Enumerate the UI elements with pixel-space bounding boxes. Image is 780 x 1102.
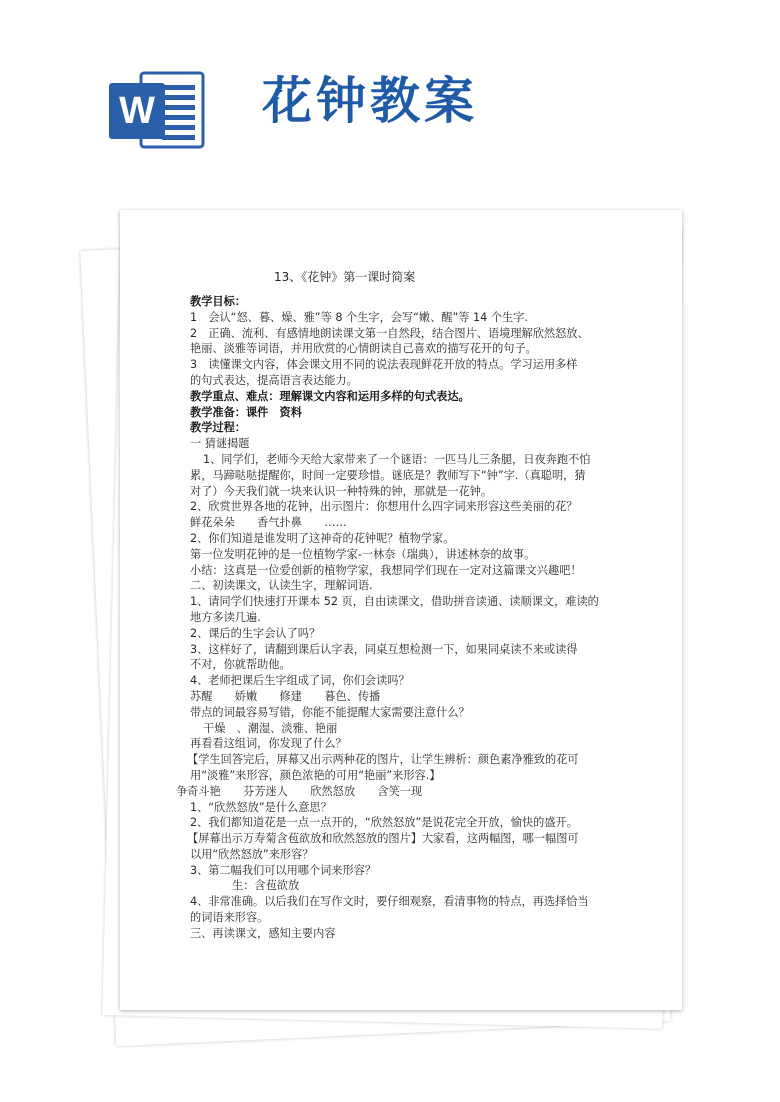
text-line: 2、我们都知道花是一点一点开的，“欣然怒放”是说花完全开放，愉快的盛开。 xyxy=(190,816,578,830)
text-line: 二、初读课文，认读生字，理解词语. xyxy=(190,579,373,593)
text-line: 干燥 、潮湿、淡雅、艳丽 xyxy=(203,721,338,735)
text-line: 鲜花朵朵 香气扑鼻 …… xyxy=(190,516,347,530)
text-line: 用“淡雅”来形容，颜色浓艳的可用“艳丽”来形容.】 xyxy=(190,768,441,782)
text-line: 一 猜谜揭题 xyxy=(190,437,250,451)
lesson-body xyxy=(176,294,630,942)
text-line: 以用“欣然怒放”来形容？ xyxy=(190,847,314,861)
word-document-icon xyxy=(107,69,207,151)
text-line: 2、你们知道是谁发明了这神奇的花钟呢？植物学家。 xyxy=(190,531,455,545)
lesson-title: 13、《花钟》第一课时简案 xyxy=(274,270,416,284)
document-title: 花钟教案 xyxy=(262,71,478,130)
text-line: 再看看这组词，你发现了什么？ xyxy=(190,737,347,751)
text-line: 1、请同学们快速打开课本 52 页，自由读课文，借助拼音读通、读顺课文，难读的 xyxy=(190,595,599,609)
text-line: 2 正确、流利、有感情地朗读课文第一自然段，结合图片、语境理解欣然怒放、 xyxy=(190,326,589,340)
text-line: 的句式表达，提高语言表达能力。 xyxy=(190,373,358,387)
text-line: 累，马蹄哒哒提醒你，时间一定要珍惜。谜底是？教师写下“钟”字.（真聪明，猜 xyxy=(190,468,586,482)
text-line: 生：含苞欲放 xyxy=(232,879,300,893)
text-line: 1、“欣然怒放”是什么意思？ xyxy=(190,800,332,814)
text-line: 4、老师把课后生字组成了词，你们会读吗？ xyxy=(190,674,410,688)
text-line: 苏醒 娇嫩 修建 暮色、传播 xyxy=(190,689,381,703)
text-line: 艳丽、淡雅等词语，并用欣赏的心情朗读自己喜欢的描写花开的句子。 xyxy=(190,342,537,356)
text-line: 1 会认“怒、暮、燥、雅”等 8 个生字，会写“嫩、醒”等 14 个生字. xyxy=(190,310,528,324)
text-line: 第一位发明花钟的是一位植物学家-一林奈（瑞典），讲述林奈的故事。 xyxy=(190,547,536,561)
text-line: 4、非常准确。以后我们在写作文时，要仔细观察，看清事物的特点，再选择恰当 xyxy=(190,895,589,909)
text-line: 教学准备：课件 资料 xyxy=(190,405,302,419)
text-line: 【学生回答完后，屏幕又出示两种花的图片，让学生辨析：颜色素净雅致的花可 xyxy=(187,753,579,767)
text-line: 3 读懂课文内容，体会课文用不同的说法表现鲜花开放的特点。学习运用多样 xyxy=(190,358,578,372)
text-line: 不对，你就帮助他。 xyxy=(190,658,291,672)
text-line: 三、再读课文，感知主要内容 xyxy=(190,926,336,940)
text-line: 对了）今天我们就一块来认识一种特殊的钟，那就是一花钟。 xyxy=(190,484,493,498)
header-banner xyxy=(0,0,780,200)
word-logo-letter: W xyxy=(119,90,155,132)
text-line: 1、同学们，老师今天给大家带来了一个谜语：一匹马儿三条腿，日夜奔跑不怕 xyxy=(203,452,591,466)
text-line: 地方多读几遍. xyxy=(190,610,261,624)
text-line: 3、这样好了，请翻到课后认字表，同桌互想检测一下，如果同桌读不来或读得 xyxy=(190,642,578,656)
text-line: 带点的词最容易写错，你能不能提醒大家需要注意什么？ xyxy=(190,705,470,719)
text-line: 教学重点、难点：理解课文内容和运用多样的句式表达。 xyxy=(190,389,470,403)
text-line: 2、欣赏世界各地的花钟，出示图片：你想用什么四字词来形容这些美丽的花？ xyxy=(190,500,578,514)
text-line: 的词语来形容。 xyxy=(190,911,269,925)
text-line: 【屏幕出示万寿菊含苞欲放和欣然怒放的图片】大家看，这两幅图，哪一幅图可 xyxy=(187,832,579,846)
text-line: 教学目标： xyxy=(190,295,246,308)
text-line: 争奇斗艳 芬芳迷人 欣然怒放 含笑一现 xyxy=(176,784,423,798)
text-line: 教学过程： xyxy=(190,421,246,435)
text-line: 小结：这真是一位爱创新的植物学家，我想同学们现在一定对这篇课文兴趣吧！ xyxy=(190,563,582,577)
text-line: 2、课后的生字会认了吗？ xyxy=(190,626,321,640)
text-line: 3、第二幅我们可以用哪个词来形容？ xyxy=(190,863,377,877)
